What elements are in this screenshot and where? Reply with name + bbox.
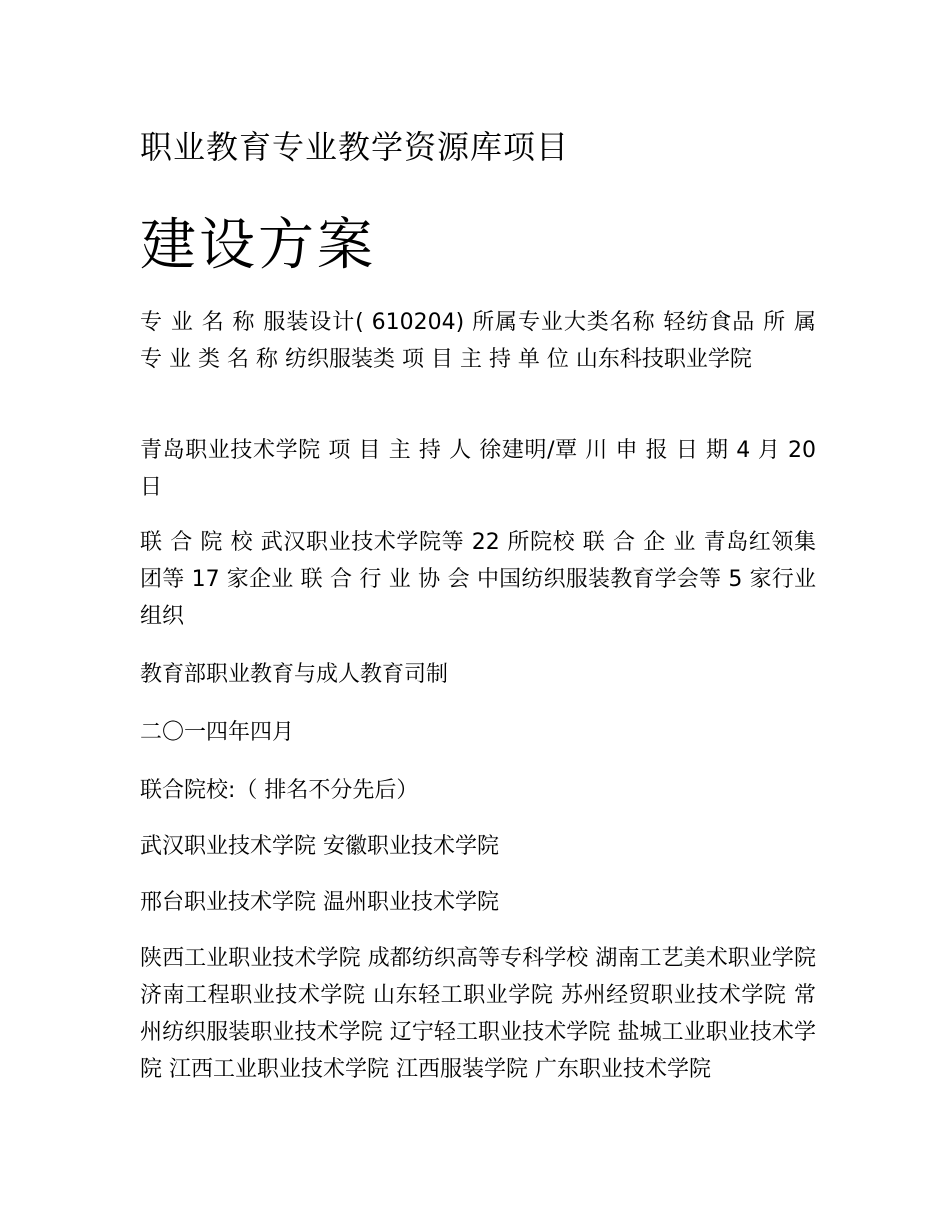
issuer-line: 教育部职业教育与成人教育司制 bbox=[140, 662, 449, 687]
document-main-title: 建设方案 bbox=[140, 213, 376, 278]
partner-schools-line: 邢台职业技术学院 温州职业技术学院 bbox=[140, 890, 499, 915]
project-info-paragraph: 专 业 名 称 服装设计( 610204) 所属专业大类名称 轻纺食品 所 属 专 业 类 名 称 纺织服装类 项 目 主 持 单 位 山东科技职业学院 bbox=[140, 310, 816, 372]
document-title-line: 职业教育专业教学资源库项目 bbox=[140, 128, 570, 166]
partner-schools-heading: 联合院校:（ 排名不分先后） bbox=[140, 778, 419, 803]
partners-paragraph: 联 合 院 校 武汉职业技术学院等 22 所院校 联 合 企 业 青岛红领集团等 17 家企业 联 合 行 业 协 会 中国纺织服装教育学会等 5 家行业组织 bbox=[140, 530, 816, 629]
date-line: 二〇一四年四月 bbox=[140, 720, 295, 745]
project-host-paragraph: 青岛职业技术学院 项 目 主 持 人 徐建明/覃 川 申 报 日 期 4 月 20 日 bbox=[140, 438, 816, 500]
partner-schools-list: 陕西工业职业技术学院 成都纺织高等专科学校 湖南工艺美术职业学院 济南工程职业技术学院 山东轻工职业学院 苏州经贸职业技术学院 常州纺织服装职业技术学院 辽宁轻工职业技术学院 盐城工业职业技术学院 江西工业职业技术学院 江西服装学院 广东职业技术学院 bbox=[140, 946, 816, 1082]
partner-schools-line: 武汉职业技术学院 安徽职业技术学院 bbox=[140, 834, 499, 859]
